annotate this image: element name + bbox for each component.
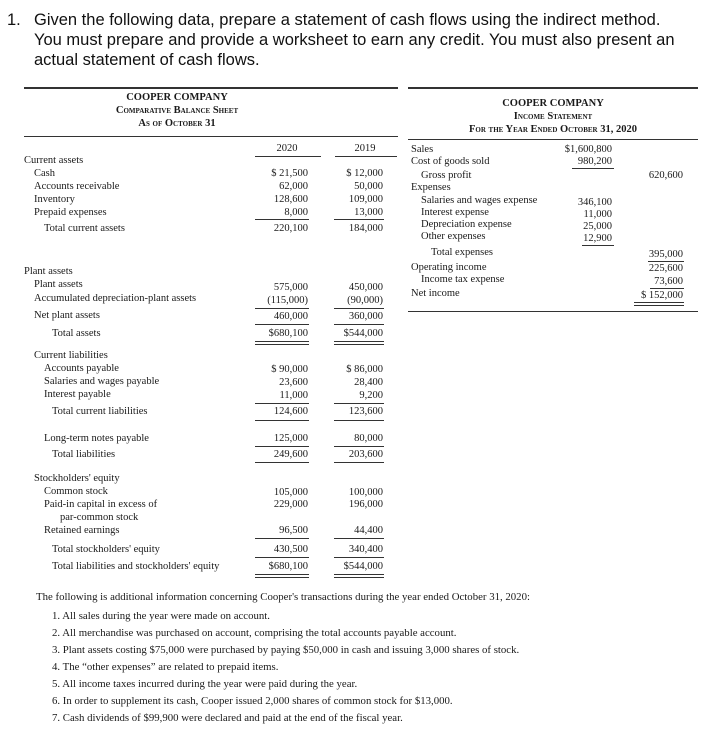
underline — [255, 219, 309, 220]
bs-row-label: Cash — [34, 168, 55, 179]
bs-value-2020: 11,000 — [279, 390, 308, 401]
bs-value-2019: $544,000 — [343, 561, 383, 572]
bs-value-2020: 229,000 — [273, 499, 308, 510]
divider — [24, 87, 398, 89]
question-line: actual statement of cash flows. — [34, 51, 260, 69]
is-value-col1: 980,200 — [577, 156, 612, 167]
bs-value-2019: 44,400 — [354, 525, 383, 536]
year-header-2020: 2020 — [276, 143, 298, 154]
is-value-col2: $ 152,000 — [641, 290, 683, 301]
underline — [255, 308, 309, 309]
underline — [255, 538, 309, 539]
question-line: You must prepare and provide a worksheet to earn any credit. You must also present an — [34, 31, 675, 49]
bs-value-2019: 360,000 — [348, 311, 383, 322]
double-underline — [334, 341, 384, 345]
balance-sheet-title: Comparative Balance Sheet — [115, 105, 239, 116]
is-value-col1: $1,600,800 — [564, 144, 612, 155]
additional-info-intro: The following is additional information concerning Cooper's transactions during the year ended October 31, 2020: — [36, 591, 530, 603]
bs-row-label: Total assets — [52, 328, 101, 339]
is-row-label: Income tax expense — [421, 274, 505, 285]
underline — [334, 403, 384, 404]
bs-row-label: Accumulated depreciation-plant assets — [34, 293, 197, 304]
double-underline — [255, 574, 309, 578]
is-row-label: Sales — [411, 144, 434, 155]
is-value-col1: 12,900 — [583, 233, 612, 244]
is-row-label: Other expenses — [421, 231, 486, 242]
bs-row-label: Total liabilities — [52, 449, 116, 460]
underline — [648, 261, 684, 262]
bs-value-2020: 62,000 — [279, 181, 308, 192]
bs-row-label: Total current liabilities — [52, 406, 148, 417]
double-underline — [634, 302, 684, 306]
underline — [334, 557, 384, 558]
underline — [334, 446, 384, 447]
is-row-label: Expenses — [411, 182, 451, 193]
bs-row-label: Interest payable — [44, 389, 111, 400]
bs-row-label: Salaries and wages payable — [44, 376, 160, 387]
income-statement-period: For the Year Ended October 31, 2020 — [469, 124, 637, 135]
bs-row-label: Plant assets — [34, 279, 83, 290]
underline — [255, 403, 309, 404]
underline — [650, 288, 684, 289]
is-value-col2: 225,600 — [648, 263, 683, 274]
bs-value-2020: 124,600 — [273, 406, 308, 417]
bs-value-2020: 8,000 — [284, 207, 308, 218]
info-item: 3. Plant assets costing $75,000 were purchased by paying $50,000 in cash and issuing 3,000 shares of stock. — [52, 644, 520, 656]
divider — [24, 136, 398, 137]
question-line: Given the following data, prepare a statement of cash flows using the indirect method. — [34, 11, 661, 29]
double-underline — [334, 574, 384, 578]
bs-row-label: Common stock — [44, 486, 108, 497]
is-row-label: Interest expense — [421, 207, 489, 218]
bs-row-label: Inventory — [34, 194, 75, 205]
underline — [334, 538, 384, 539]
underline — [334, 308, 384, 309]
income-statement-title: Income Statement — [513, 111, 593, 122]
bs-value-2019: $ 12,000 — [346, 168, 383, 179]
bs-value-2020: $ 21,500 — [271, 168, 308, 179]
bs-row-label: Paid-in capital in excess of — [44, 499, 158, 510]
bs-row-label: Prepaid expenses — [34, 207, 107, 218]
bs-value-2019: 450,000 — [348, 282, 383, 293]
bs-row-label: Plant assets — [24, 266, 73, 277]
is-row-label: Net income — [411, 288, 460, 299]
bs-value-2020: 23,600 — [279, 377, 308, 388]
underline — [255, 446, 309, 447]
is-row-label: Gross profit — [421, 170, 472, 181]
bs-row-label: par-common stock — [60, 512, 139, 523]
bs-value-2019: 340,400 — [348, 544, 383, 555]
bs-row-label: Net plant assets — [34, 310, 100, 321]
underline — [334, 462, 384, 463]
bs-value-2020: 430,500 — [273, 544, 308, 555]
bs-value-2020: 249,600 — [273, 449, 308, 460]
bs-value-2020: 460,000 — [273, 311, 308, 322]
is-row-label: Operating income — [411, 262, 487, 273]
underline — [255, 557, 309, 558]
bs-row-label: Long-term notes payable — [44, 433, 149, 444]
underline — [334, 219, 384, 220]
bs-row-label: Total current assets — [44, 223, 125, 234]
bs-value-2019: $544,000 — [343, 328, 383, 339]
info-item: 1. All sales during the year were made on account. — [52, 610, 270, 622]
is-row-label: Cost of goods sold — [411, 156, 490, 167]
underline — [255, 156, 321, 157]
bs-row-label: Stockholders' equity — [34, 473, 120, 484]
bs-value-2020: 220,100 — [273, 223, 308, 234]
bs-value-2019: 203,600 — [348, 449, 383, 460]
bs-value-2020: $ 90,000 — [271, 364, 308, 375]
bs-value-2019: 100,000 — [348, 487, 383, 498]
year-header-2019: 2019 — [354, 143, 376, 154]
bs-value-2020: $680,100 — [268, 561, 308, 572]
bs-value-2019: 13,000 — [354, 207, 383, 218]
bs-value-2019: 123,600 — [348, 406, 383, 417]
divider — [408, 311, 698, 312]
is-row-label: Depreciation expense — [421, 219, 512, 230]
balance-sheet-company: COOPER COMPANY — [126, 92, 228, 103]
bs-value-2020: 128,600 — [273, 194, 308, 205]
bs-value-2020: 575,000 — [273, 282, 308, 293]
info-item: 2. All merchandise was purchased on account, comprising the total accounts payable account. — [52, 627, 457, 639]
bs-row-label: Retained earnings — [44, 525, 120, 536]
divider — [408, 87, 698, 89]
bs-row-label: Total liabilities and stockholders' equity — [52, 561, 220, 572]
underline — [572, 168, 614, 169]
is-value-col2: 395,000 — [648, 249, 683, 260]
income-statement-company: COOPER COMPANY — [502, 98, 604, 109]
bs-row-label: Accounts receivable — [34, 181, 120, 192]
underline — [582, 245, 614, 246]
underline — [255, 462, 309, 463]
bs-value-2019: $ 86,000 — [346, 364, 383, 375]
bs-value-2020: 105,000 — [273, 487, 308, 498]
underline — [334, 420, 384, 421]
bs-value-2020: $680,100 — [268, 328, 308, 339]
bs-value-2019: 28,400 — [354, 377, 383, 388]
is-value-col1: 11,000 — [583, 209, 612, 220]
bs-value-2019: 184,000 — [348, 223, 383, 234]
info-item: 6. In order to supplement its cash, Cooper issued 2,000 shares of common stock for $13,000. — [52, 695, 453, 707]
bs-value-2020: (115,000) — [267, 295, 308, 306]
is-value-col2: 620,600 — [648, 170, 683, 181]
underline — [335, 156, 397, 157]
bs-value-2019: 109,000 — [348, 194, 383, 205]
underline — [255, 420, 309, 421]
bs-value-2020: 125,000 — [273, 433, 308, 444]
bs-row-label: Current assets — [24, 155, 84, 166]
underline — [255, 324, 309, 325]
divider — [408, 139, 698, 140]
is-value-col1: 25,000 — [583, 221, 612, 232]
info-item: 7. Cash dividends of $99,900 were declared and paid at the end of the fiscal year. — [52, 712, 403, 724]
bs-value-2019: 50,000 — [354, 181, 383, 192]
bs-value-2019: 196,000 — [348, 499, 383, 510]
double-underline — [255, 341, 309, 345]
bs-value-2020: 96,500 — [279, 525, 308, 536]
underline — [334, 324, 384, 325]
bs-value-2019: 80,000 — [354, 433, 383, 444]
bs-value-2019: 9,200 — [359, 390, 383, 401]
bs-row-label: Accounts payable — [44, 363, 119, 374]
info-item: 5. All income taxes incurred during the year were paid during the year. — [52, 678, 358, 690]
balance-sheet-date: As of October 31 — [138, 118, 216, 129]
bs-row-label: Total stockholders' equity — [52, 544, 160, 555]
is-row-label: Total expenses — [431, 247, 493, 258]
bs-row-label: Current liabilities — [34, 350, 108, 361]
bs-value-2019: (90,000) — [347, 295, 383, 306]
question-number: 1. — [7, 11, 21, 29]
info-item: 4. The “other expenses” are related to prepaid items. — [52, 661, 279, 673]
is-value-col2: 73,600 — [654, 276, 683, 287]
is-value-col1: 346,100 — [577, 197, 612, 208]
is-row-label: Salaries and wages expense — [421, 195, 538, 206]
